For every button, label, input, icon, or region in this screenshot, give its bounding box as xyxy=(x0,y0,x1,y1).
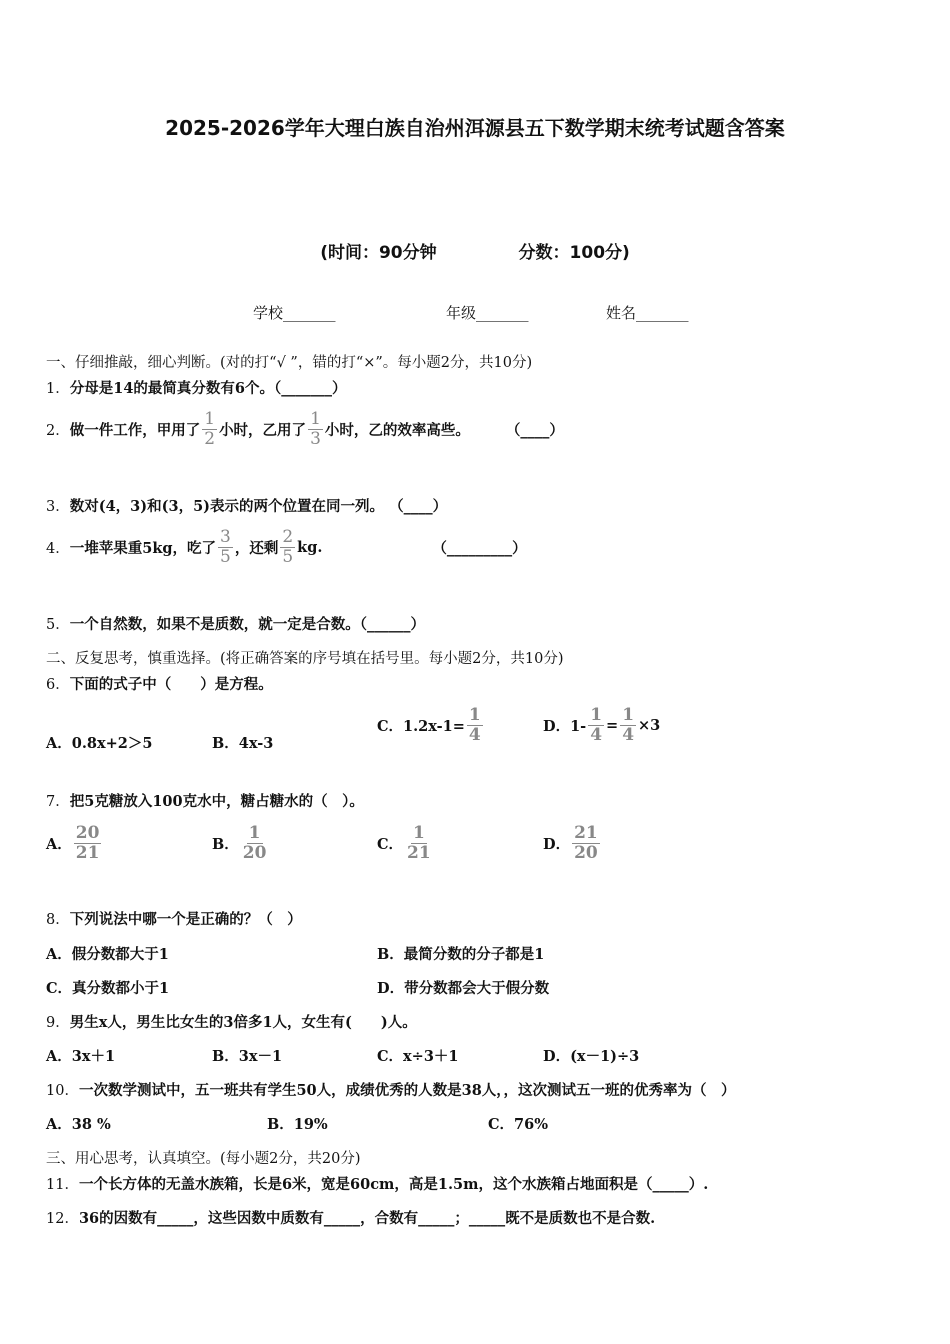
q7-option-c: C． $\frac{1}{21}$ xyxy=(377,823,431,863)
q8-option-b: B．最简分数的分子都是1 xyxy=(377,946,545,963)
question-text: 把5克糖放入100克水中，糖占糖水的（ ）。 xyxy=(69,793,364,810)
page-title: 2025-2026学年大理白族自治州洱源县五下数学期末统考试题含答案 xyxy=(165,116,785,140)
question-1 xyxy=(46,377,347,398)
question-number: 10． xyxy=(46,1083,79,1099)
grade-field: 年级_______ xyxy=(446,304,529,322)
question-number: 4． xyxy=(46,541,70,557)
fraction: $\frac{1}{2}$ xyxy=(204,409,216,449)
question-text: 数对(4，3)和(3，5)表示的两个位置在同一列。 （____） xyxy=(69,498,448,515)
question-number: 5． xyxy=(46,617,70,633)
question-6 xyxy=(46,673,273,694)
question-4 xyxy=(46,528,527,567)
question-number: 7． xyxy=(46,794,70,810)
school-field: 学校_______ xyxy=(253,304,336,322)
q6-option-a: A．0.8x+2＞5 xyxy=(46,735,153,752)
q9-option-a: A．3x＋1 xyxy=(46,1048,116,1065)
q8-option-d: D．带分数都会大于假分数 xyxy=(377,980,550,997)
question-5 xyxy=(46,613,425,634)
question-7 xyxy=(46,790,364,811)
fraction: $\frac{1}{4}$ xyxy=(622,705,635,745)
question-text: 一堆苹果重5kg，吃了 xyxy=(69,540,217,557)
question-number: 2． xyxy=(46,423,70,439)
question-text: 下列说法中哪一个是正确的？（ ） xyxy=(69,911,302,928)
question-2 xyxy=(46,410,564,449)
question-number: 3． xyxy=(46,499,70,515)
fraction: $\frac{1}{4}$ xyxy=(468,705,481,745)
fraction: $\frac{1}{3}$ xyxy=(310,409,321,449)
question-text: 做一件工作，甲用了 xyxy=(69,422,201,439)
question-text: 小时，乙的效率高些。 xyxy=(324,422,470,439)
question-text: 一个长方体的无盖水族箱，长是6米，宽是60cm，高是1.5m，这个水族箱占地面积是（_____）. xyxy=(78,1176,709,1193)
question-11 xyxy=(46,1173,708,1194)
fraction: $\frac{21}{20}$ xyxy=(574,823,598,863)
question-number: 8． xyxy=(46,912,70,928)
q6-option-c: C．1.2x-1= $\frac{1}{4}$ xyxy=(377,705,481,745)
fraction: $\frac{2}{5}$ xyxy=(282,527,294,567)
section2-header: 二、反复思考，慎重选择。(将正确答案的序号填在括号里。每小题2分，共10分) xyxy=(46,651,564,667)
section3-header: 三、用心思考，认真填空。(每小题2分，共20分) xyxy=(46,1151,361,1167)
q10-option-a: A．38 % xyxy=(46,1116,111,1133)
q8-option-a: A．假分数都大于1 xyxy=(46,946,169,963)
question-number: 12． xyxy=(46,1211,79,1227)
q7-option-a: A． $\frac{20}{21}$ xyxy=(46,823,100,863)
question-text: 下面的式子中（ ）是方程。 xyxy=(69,676,273,693)
fraction: $\frac{1}{21}$ xyxy=(407,823,431,863)
q10-option-c: C．76% xyxy=(488,1116,548,1133)
q10-option-b: B．19% xyxy=(267,1116,328,1133)
fraction: $\frac{1}{4}$ xyxy=(590,705,603,745)
question-10 xyxy=(46,1079,736,1100)
question-text: 36的因数有_____，这些因数中质数有_____，合数有_____；_____既不是质数也不是合数. xyxy=(78,1210,656,1227)
question-text: 一个自然数，如果不是质数，就一定是合数。（______） xyxy=(69,616,425,633)
q6-option-b: B．4x-3 xyxy=(212,735,274,752)
q8-option-c: C．真分数都小于1 xyxy=(46,980,170,997)
question-text: ，还剩 xyxy=(234,540,279,557)
q7-option-b: B． $\frac{1}{20}$ xyxy=(212,823,267,863)
q7-option-d: D． $\frac{21}{20}$ xyxy=(543,823,598,863)
question-9 xyxy=(46,1011,417,1032)
question-text: 分母是14的最简真分数有6个。（_______） xyxy=(69,380,347,397)
section1-header: 一、仔细推敲，细心判断。(对的打“√ ”，错的打“×”。每小题2分，共10分) xyxy=(46,355,533,371)
fraction: $\frac{20}{21}$ xyxy=(75,823,100,863)
fraction: $\frac{3}{5}$ xyxy=(220,527,231,567)
q9-option-c: C．x÷3＋1 xyxy=(377,1048,459,1065)
question-12 xyxy=(46,1207,655,1228)
question-text: 男生x人，男生比女生的3倍多1人，女生有( )人。 xyxy=(69,1014,417,1031)
answer-blank: （____） xyxy=(505,422,564,439)
q9-option-d: D．(x－1)÷3 xyxy=(543,1048,640,1065)
question-text: kg. xyxy=(297,539,323,556)
exam-meta xyxy=(0,238,950,263)
question-number: 11． xyxy=(46,1177,79,1193)
question-3 xyxy=(46,495,447,516)
fraction: $\frac{1}{20}$ xyxy=(242,823,267,863)
question-8 xyxy=(46,908,302,929)
question-text: 小时，乙用了 xyxy=(219,422,307,439)
q6-option-d: D．1- $\frac{1}{4}$ = $\frac{1}{4}$ ×3 xyxy=(543,705,661,745)
question-number: 6． xyxy=(46,677,70,693)
question-number: 9． xyxy=(46,1015,70,1031)
name-field: 姓名_______ xyxy=(606,304,689,322)
exam-score: 分数：100分) xyxy=(518,243,630,263)
question-number: 1． xyxy=(46,381,70,397)
question-text: 一次数学测试中，五一班共有学生50人，成绩优秀的人数是38人，，这次测试五一班的优秀率为（ ） xyxy=(78,1082,736,1099)
answer-blank: （_________） xyxy=(432,540,527,557)
q9-option-b: B．3x－1 xyxy=(212,1048,283,1065)
exam-time: (时间：90分钟 xyxy=(320,243,437,263)
